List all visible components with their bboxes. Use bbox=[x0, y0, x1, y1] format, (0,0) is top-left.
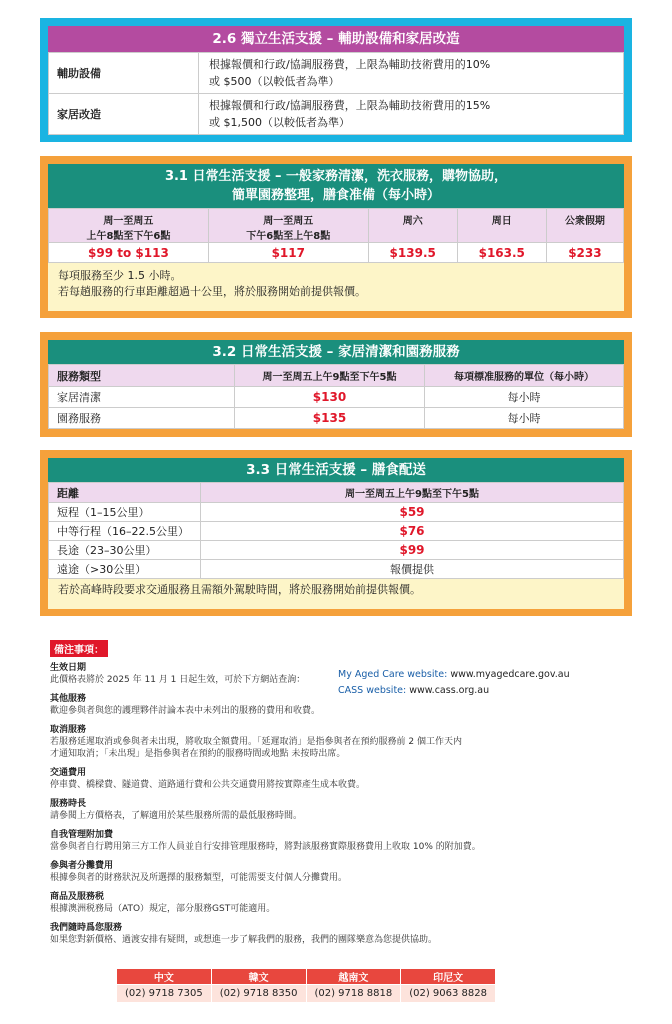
table-row bbox=[49, 560, 624, 579]
note-heading: 交通費用 bbox=[50, 768, 87, 778]
section-2-6 bbox=[40, 18, 632, 142]
price-cell: $233 bbox=[546, 243, 623, 263]
column-header: 周一至周五上午9點至下午5點 bbox=[235, 365, 425, 387]
price-cell: $117 bbox=[208, 243, 368, 263]
table-row bbox=[49, 53, 624, 94]
section-2-6-body bbox=[48, 26, 624, 134]
section-3-3 bbox=[40, 450, 632, 616]
price-cell: $59 bbox=[201, 503, 624, 522]
note-heading: 其他服務 bbox=[50, 694, 87, 704]
header-line: 周一至周五 bbox=[103, 216, 154, 227]
row-text bbox=[199, 94, 624, 135]
section-3-1-table bbox=[48, 208, 624, 263]
table-row bbox=[49, 408, 624, 429]
distance-cell: 短程（1–15公里） bbox=[49, 503, 201, 522]
price-cell: $130 bbox=[235, 387, 425, 408]
table-header-row bbox=[49, 365, 624, 387]
notes-badge: 備注事項： bbox=[50, 640, 108, 657]
note-line: 若每趟服務的行車距離超過十公里，將於服務開始前提供報價。 bbox=[58, 285, 366, 298]
section-3-2-body bbox=[48, 340, 624, 429]
language-phone-row bbox=[117, 985, 496, 1003]
price-cell: $76 bbox=[201, 522, 624, 541]
language-header-row bbox=[117, 969, 496, 985]
note-body: 請參閱上方價格表，了解適用於某些服務所需的最低服務時間。 bbox=[50, 811, 303, 821]
column-header bbox=[546, 209, 623, 243]
website-link[interactable]: www.myagedcare.gov.au bbox=[450, 669, 570, 680]
row-text-line: 根據報價和行政/協調服務費，上限為輔助技術費用的10% bbox=[209, 58, 491, 71]
table-row bbox=[49, 503, 624, 522]
website-line bbox=[338, 683, 570, 699]
note-body: 歡迎參與者與您的護理夥伴討論本表中未列出的服務的費用和收費。 bbox=[50, 706, 321, 716]
row-text-line: 或 $1,500（以較低者為準） bbox=[209, 116, 350, 129]
row-label: 輔助設備 bbox=[49, 53, 199, 94]
note-body: 如果您對新價格、過渡安排有疑問，或想進一步了解我們的服務，我們的團隊樂意為您提供協助。 bbox=[50, 935, 438, 945]
note-body: 此價格表將於 2025 年 11 月 1 日起生效，可於下方網站查詢： bbox=[50, 675, 306, 685]
section-3-3-table bbox=[48, 482, 624, 579]
language-name: 韓文 bbox=[211, 969, 306, 985]
column-header: 周一至周五上午9點至下午5點 bbox=[201, 483, 624, 503]
column-header: 距離 bbox=[49, 483, 201, 503]
website-label: My Aged Care website: bbox=[338, 669, 448, 680]
note-heading: 生效日期 bbox=[50, 663, 87, 673]
section-3-2-table bbox=[48, 364, 624, 429]
section-3-3-body bbox=[48, 458, 624, 608]
price-cell: $139.5 bbox=[368, 243, 457, 263]
note-heading: 我們隨時爲您服務 bbox=[50, 923, 123, 933]
distance-cell: 中等行程（16–22.5公里） bbox=[49, 522, 201, 541]
price-cell: $99 bbox=[201, 541, 624, 560]
header-line: 周日 bbox=[491, 216, 512, 227]
row-text-line: 根據報價和行政/協調服務費，上限為輔助技術費用的15% bbox=[209, 99, 491, 112]
language-name: 中文 bbox=[117, 969, 212, 985]
column-header: 每項標准服務的單位（每小時） bbox=[425, 365, 624, 387]
section-3-1-title bbox=[48, 164, 624, 208]
section-3-1-title-line: 簡單園務整理，膳食准備（每小時） bbox=[231, 188, 440, 203]
header-line: 周一至周五 bbox=[263, 216, 314, 227]
section-2-6-table bbox=[48, 52, 624, 135]
section-3-3-note: 若於高峰時段要求交通服務且需額外駕駛時間，將於服務開始前提供報價。 bbox=[48, 579, 624, 609]
service-type: 家居清潔 bbox=[49, 387, 235, 408]
language-contact-table bbox=[116, 968, 496, 1003]
note-heading: 服務時長 bbox=[50, 799, 87, 809]
language-name: 越南文 bbox=[306, 969, 401, 985]
note-body: 當參與者自行聘用第三方工作人員並自行安排管理服務時，將對該服務實際服務費用上收取 10% 的附加費。 bbox=[50, 842, 481, 852]
unit-cell: 每小時 bbox=[425, 387, 624, 408]
section-3-1-body bbox=[48, 164, 624, 310]
table-header-row bbox=[49, 209, 624, 243]
header-line: 周六 bbox=[402, 216, 423, 227]
section-3-1-note bbox=[48, 263, 624, 311]
distance-cell: 長途（23–30公里） bbox=[49, 541, 201, 560]
language-phone[interactable]: (02) 9718 8350 bbox=[211, 985, 306, 1003]
language-phone[interactable]: (02) 9063 8828 bbox=[401, 985, 496, 1003]
section-3-1 bbox=[40, 156, 632, 318]
row-label: 家居改造 bbox=[49, 94, 199, 135]
website-line bbox=[338, 667, 570, 683]
table-row bbox=[49, 387, 624, 408]
website-links bbox=[338, 667, 570, 699]
note-body: 根據澳洲税務局（ATO）規定，部分服務GST可能適用。 bbox=[50, 904, 276, 914]
column-header bbox=[49, 209, 209, 243]
row-text bbox=[199, 53, 624, 94]
price-cell: 報價提供 bbox=[201, 560, 624, 579]
table-header-row bbox=[49, 483, 624, 503]
note-heading: 取消服務 bbox=[50, 725, 87, 735]
note-line: 每項服務至少 1.5 小時。 bbox=[58, 269, 182, 282]
service-type: 園務服務 bbox=[49, 408, 235, 429]
language-name: 印尼文 bbox=[401, 969, 496, 985]
section-3-2-title: 3.2 日常生活支援 – 家居清潔和園務服務 bbox=[48, 340, 624, 364]
language-phone[interactable]: (02) 9718 8818 bbox=[306, 985, 401, 1003]
section-3-2 bbox=[40, 332, 632, 437]
unit-cell: 每小時 bbox=[425, 408, 624, 429]
note-heading: 商品及服務税 bbox=[50, 892, 105, 902]
row-text-line: 或 $500（以較低者為準） bbox=[209, 75, 340, 88]
column-header: 服務類型 bbox=[49, 365, 235, 387]
website-link[interactable]: www.cass.org.au bbox=[409, 685, 490, 696]
table-row bbox=[49, 522, 624, 541]
distance-cell: 遠途（>30公里） bbox=[49, 560, 201, 579]
website-label: CASS website: bbox=[338, 685, 407, 696]
note-body: 才通知取消；「未出現」是指參與者在預約的服務時間或地點 未按時出席。 bbox=[50, 749, 346, 759]
header-line: 下午6點至上午8點 bbox=[246, 231, 331, 242]
section-3-1-title-line: 3.1 日常生活支援 – 一般家務清潔，洗衣服務，購物協助， bbox=[164, 169, 508, 184]
header-line: 公衆假期 bbox=[564, 216, 605, 227]
price-row bbox=[49, 243, 624, 263]
note-body: 根據參與者的財務狀況及所選擇的服務類型，可能需要支付個人分攤費用。 bbox=[50, 873, 348, 883]
column-header bbox=[457, 209, 546, 243]
price-cell: $163.5 bbox=[457, 243, 546, 263]
note-body: 停車費、橋樑費、隧道費、道路通行費和公共交通費用將按實際產生成本收費。 bbox=[50, 780, 366, 790]
section-2-6-title: 2.6 獨立生活支援 – 輔助設備和家居改造 bbox=[48, 26, 624, 52]
price-cell: $135 bbox=[235, 408, 425, 429]
price-cell: $99 to $113 bbox=[49, 243, 209, 263]
note-heading: 自我管理附加費 bbox=[50, 830, 114, 840]
table-row bbox=[49, 541, 624, 560]
note-body: 若服務延遲取消或參與者未出現，將收取全額費用。「延遲取消」是指參與者在預約服務前 2 個工作天内 bbox=[50, 737, 462, 747]
table-row bbox=[49, 94, 624, 135]
column-header bbox=[368, 209, 457, 243]
language-phone[interactable]: (02) 9718 7305 bbox=[117, 985, 212, 1003]
section-3-3-title: 3.3 日常生活支援 – 膳食配送 bbox=[48, 458, 624, 482]
notes-section bbox=[50, 638, 610, 946]
column-header bbox=[208, 209, 368, 243]
header-line: 上午8點至下午6點 bbox=[86, 231, 171, 242]
note-heading: 參與者分攤費用 bbox=[50, 861, 114, 871]
